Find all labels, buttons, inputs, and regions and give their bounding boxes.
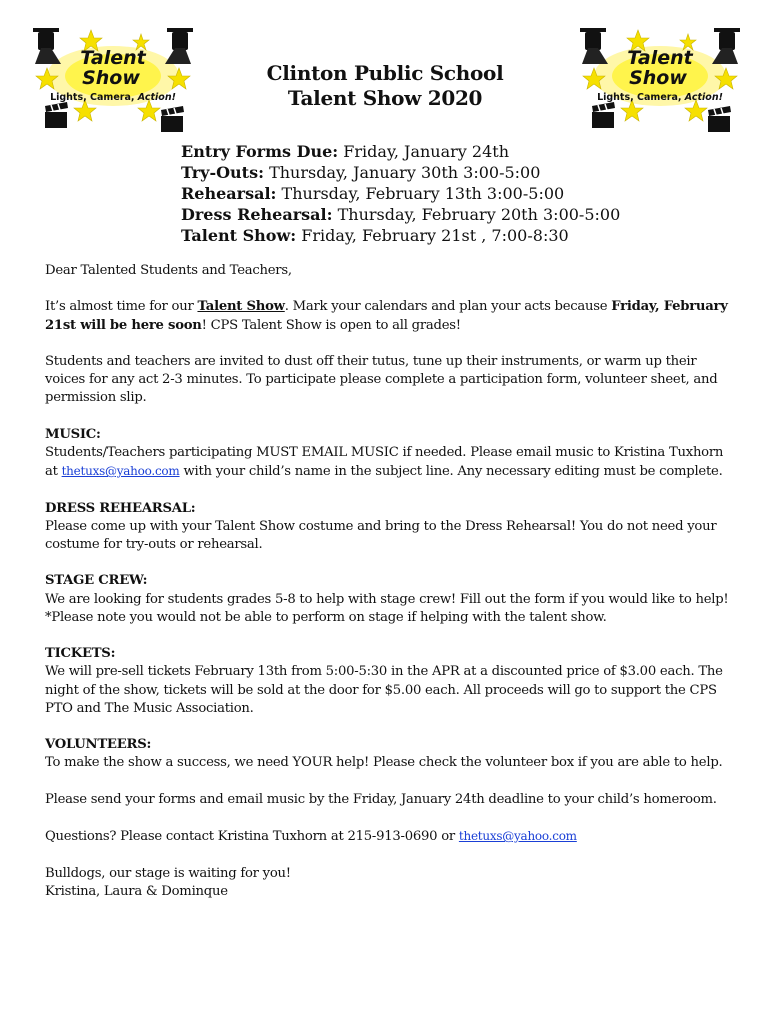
talent-show-emphasis: Talent Show bbox=[197, 299, 285, 315]
signature: Kristina, Laura & Dominque bbox=[45, 883, 228, 899]
letter-body bbox=[45, 262, 735, 919]
talent-show-logo-graphic bbox=[580, 28, 740, 136]
svg-text:Lights, Camera, Action!: Lights, Camera, Action! bbox=[597, 92, 723, 103]
schedule-row-dress-rehearsal: Dress Rehearsal: Thursday, February 20th 3:00-5:00 bbox=[181, 205, 621, 224]
schedule-row-entry-forms: Entry Forms Due: Friday, January 24th bbox=[181, 142, 509, 161]
page-title bbox=[200, 61, 570, 111]
stage-light-icon bbox=[165, 28, 193, 64]
svg-text:Show: Show bbox=[629, 67, 687, 89]
schedule-row-talent-show: Talent Show: Friday, February 21st , 7:00-8:30 bbox=[181, 226, 569, 245]
film-clapper-icon bbox=[161, 106, 184, 132]
music-heading: MUSIC: bbox=[45, 426, 101, 442]
svg-text:Lights, Camera, Action!: Lights, Camera, Action! bbox=[50, 92, 176, 103]
music-email-link[interactable]: thetuxs@yahoo.com bbox=[61, 464, 180, 479]
greeting: Dear Talented Students and Teachers, bbox=[45, 263, 292, 278]
stage-crew-heading: STAGE CREW: bbox=[45, 573, 148, 589]
dress-rehearsal-section: DRESS REHEARSAL: Please come up with your Talent Show costume and bring to the Dress Rehearsal! You do not need your costume for try-outs or rehearsal. bbox=[45, 500, 717, 552]
invite-paragraph: Students and teachers are invited to dust off their tutus, tune up their instruments, or warm up their voices for any act 2-3 minutes. To participate please complete a participation form, volunteer sheet, and permission slip. bbox=[45, 353, 718, 406]
volunteers-heading: VOLUNTEERS: bbox=[45, 737, 152, 753]
volunteers-section: VOLUNTEERS: To make the show a success, we need YOUR help! Please check the volunteer box if you are able to help. bbox=[45, 737, 723, 771]
questions-paragraph: Questions? Please contact Kristina Tuxhorn at 215-913-0690 or thetuxs@yahoo.com bbox=[45, 829, 577, 845]
film-clapper-icon bbox=[45, 102, 68, 128]
contact-email-link[interactable]: thetuxs@yahoo.com bbox=[458, 829, 577, 844]
date-emphasis: Friday, February 21st will be here soon bbox=[45, 299, 728, 333]
talent-show-logo-right bbox=[580, 28, 740, 136]
title-line-school: Clinton Public School bbox=[266, 61, 504, 85]
svg-text:Show: Show bbox=[82, 67, 140, 89]
stage-light-icon bbox=[580, 28, 608, 64]
svg-text:Talent: Talent bbox=[627, 47, 693, 69]
svg-text:Talent: Talent bbox=[80, 47, 146, 69]
music-section: MUSIC: Students/Teachers participating MUST EMAIL MUSIC if needed. Please email music to Kristina Tuxhorn at thetuxs@yahoo.com with your child’s name in the subject line. Any necessary editing must be complete. bbox=[45, 426, 724, 480]
title-line-event: Talent Show 2020 bbox=[287, 86, 483, 110]
talent-show-logo-left bbox=[33, 28, 193, 136]
send-forms-paragraph: Please send your forms and email music by the Friday, January 24th deadline to your child’s homeroom. bbox=[45, 791, 717, 807]
dress-rehearsal-heading: DRESS REHEARSAL: bbox=[45, 500, 196, 516]
stage-crew-section: STAGE CREW: We are looking for students grades 5-8 to help with stage crew! Fill out the form if you would like to help! *Please note you would not be able to perform on stage if helping with the talent show. bbox=[45, 573, 729, 625]
schedule-row-tryouts: Try-Outs: Thursday, January 30th 3:00-5:00 bbox=[181, 163, 541, 182]
film-clapper-icon bbox=[708, 106, 731, 132]
film-clapper-icon bbox=[592, 102, 615, 128]
talent-show-logo-graphic bbox=[33, 28, 193, 136]
schedule-row-rehearsal: Rehearsal: Thursday, February 13th 3:00-5:00 bbox=[181, 184, 565, 203]
stage-light-icon bbox=[33, 28, 61, 64]
intro-paragraph: It’s almost time for our Talent Show. Mark your calendars and plan your acts because Friday, February 21st will be here soon! CPS Talent Show is open to all grades! bbox=[45, 299, 728, 333]
stage-light-icon bbox=[712, 28, 740, 64]
closing: Bulldogs, our stage is waiting for you! Kristina, Laura & Dominque bbox=[45, 865, 291, 899]
tickets-section: TICKETS: We will pre-sell tickets February 13th from 5:00-5:30 in the APR at a discounted price of $3.00 each. The night of the show, tickets will be sold at the door for $5.00 each. All proceeds will go to support the CPS PTO and The Music Association. bbox=[45, 646, 723, 716]
tickets-heading: TICKETS: bbox=[45, 646, 116, 662]
schedule-list bbox=[181, 141, 620, 246]
